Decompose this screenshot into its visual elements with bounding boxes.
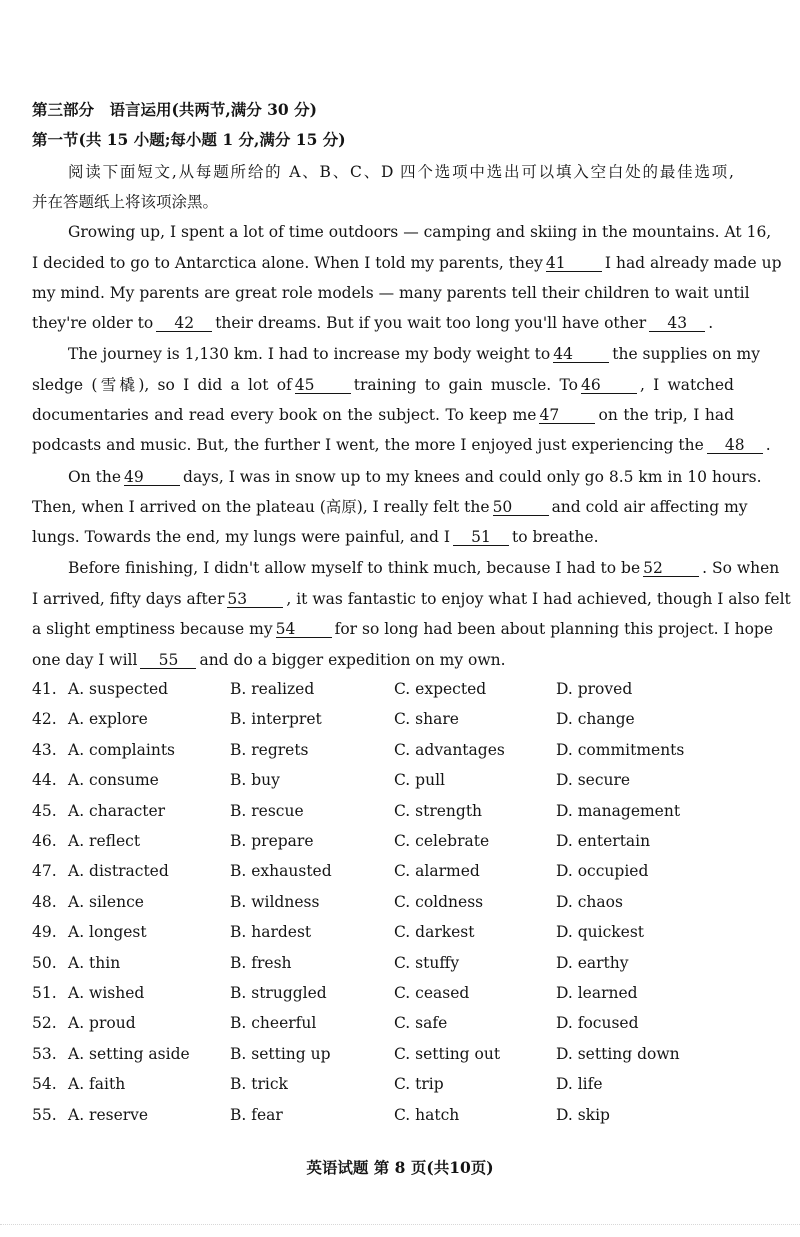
option-d[interactable]: D. proved: [556, 680, 633, 698]
option-c[interactable]: C. stuffy: [394, 953, 460, 972]
option-b[interactable]: B. exhausted: [230, 862, 332, 881]
question-number: 54.: [32, 1075, 57, 1094]
question-row: [32, 893, 752, 915]
passage-text: On the: [68, 468, 122, 486]
option-c[interactable]: C. hatch: [394, 1105, 460, 1124]
question-number: 50.: [32, 953, 57, 972]
passage-text: Then, when I arrived on the plateau (高原), I really felt the: [32, 498, 490, 516]
option-b[interactable]: B. cheerful: [230, 1014, 317, 1033]
question-row: [32, 1014, 752, 1036]
passage-text: a slight emptiness because my: [32, 620, 273, 638]
option-d[interactable]: D. focused: [556, 1014, 639, 1033]
option-d[interactable]: D. life: [556, 1075, 603, 1094]
blank-51: 51: [453, 529, 509, 546]
option-a[interactable]: A. wished: [68, 984, 145, 1002]
option-b[interactable]: B. rescue: [230, 801, 304, 820]
instructions-line-2: 并在答题纸上将该项涂黑。: [32, 193, 219, 211]
option-a[interactable]: A. longest: [68, 923, 147, 942]
passage-text: documentaries and read every book on the subject. To keep me: [32, 406, 537, 424]
option-b[interactable]: B. struggled: [230, 984, 327, 1002]
passage-text: training to gain muscle. To: [353, 376, 578, 394]
question-row: [32, 1045, 752, 1067]
option-b[interactable]: B. fear: [230, 1105, 283, 1124]
option-d[interactable]: D. skip: [556, 1105, 610, 1124]
blank-47: 47: [539, 407, 595, 424]
question-row: [32, 1106, 752, 1128]
option-d[interactable]: D. earthy: [556, 953, 629, 972]
instructions-line-1: 阅读下面短文,从每题所给的 A、B、C、D 四个选项中选出可以填入空白处的最佳选项,: [68, 163, 734, 181]
question-number: 45.: [32, 801, 57, 820]
option-a[interactable]: A. suspected: [68, 680, 169, 698]
option-c[interactable]: C. advantages: [394, 740, 505, 759]
page-footer: 英语试题 第 8 页(共10页): [306, 1158, 494, 1177]
question-number: 55.: [32, 1105, 57, 1124]
passage-line: [32, 650, 734, 670]
question-row: [32, 741, 752, 763]
option-d[interactable]: D. management: [556, 801, 681, 820]
option-b[interactable]: B. prepare: [230, 832, 314, 850]
question-row: [32, 862, 752, 884]
option-a[interactable]: A. faith: [68, 1075, 126, 1094]
passage-line: Growing up, I spent a lot of time outdoors — camping and skiing in the mountains. At 16,: [68, 223, 772, 241]
option-b[interactable]: B. fresh: [230, 953, 292, 972]
question-row: [32, 680, 752, 702]
passage-line: [32, 497, 748, 517]
blank-54: 54: [276, 621, 332, 638]
blank-43: 43: [649, 315, 705, 332]
option-c[interactable]: C. safe: [394, 1014, 448, 1033]
blank-52: 52: [643, 560, 699, 577]
question-row: [32, 832, 752, 854]
question-row: [32, 802, 752, 824]
blank-44: 44: [553, 346, 609, 363]
option-c[interactable]: C. alarmed: [394, 862, 480, 881]
passage-text: days, I was in snow up to my knees and could only go 8.5 km in 10 hours.: [183, 468, 762, 486]
question-number: 51.: [32, 984, 57, 1002]
question-number: 46.: [32, 832, 57, 850]
passage-text: the supplies on my: [612, 345, 761, 363]
option-d[interactable]: D. setting down: [556, 1044, 680, 1063]
passage-text: . So when: [702, 559, 780, 577]
passage-text: their dreams. But if you wait too long you'll have other: [215, 314, 647, 332]
option-c[interactable]: C. expected: [394, 680, 487, 698]
option-a[interactable]: A. reflect: [68, 832, 141, 850]
passage-line: [32, 405, 734, 425]
option-a[interactable]: A. silence: [68, 892, 144, 911]
blank-49: 49: [124, 469, 180, 486]
option-b[interactable]: B. realized: [230, 680, 315, 698]
question-number: 42.: [32, 710, 57, 729]
option-c[interactable]: C. ceased: [394, 984, 470, 1002]
passage-line: [68, 467, 762, 487]
option-c[interactable]: C. trip: [394, 1075, 444, 1094]
option-d[interactable]: D. secure: [556, 771, 631, 790]
passage-text: on the trip, I had: [598, 406, 734, 424]
option-b[interactable]: B. interpret: [230, 710, 322, 729]
question-number: 43.: [32, 740, 57, 759]
option-c[interactable]: C. strength: [394, 801, 483, 820]
blank-45: 45: [295, 377, 351, 394]
option-c[interactable]: C. coldness: [394, 892, 484, 911]
passage-text: I had already made up: [604, 254, 782, 272]
option-b[interactable]: B. trick: [230, 1075, 288, 1094]
passage-line: [32, 313, 734, 333]
passage-text: for so long had been about planning this project. I hope: [334, 620, 773, 638]
passage-text: sledge (雪橇), so I did a lot of: [32, 376, 292, 394]
option-d[interactable]: D. chaos: [556, 892, 623, 911]
option-a[interactable]: A. explore: [68, 710, 148, 729]
question-row: [32, 771, 752, 793]
option-b[interactable]: B. wildness: [230, 892, 320, 911]
passage-text: and cold air affecting my: [551, 498, 748, 516]
option-d[interactable]: D. change: [556, 710, 635, 729]
blank-41: 41: [546, 255, 602, 272]
question-row: [32, 954, 752, 976]
passage-line: [32, 375, 734, 395]
question-number: 48.: [32, 892, 57, 911]
option-d[interactable]: D. entertain: [556, 832, 651, 850]
passage-text: .: [765, 436, 771, 454]
option-d[interactable]: D. quickest: [556, 923, 645, 942]
passage-text: , it was fantastic to enjoy what I had achieved, though I also felt: [286, 590, 791, 608]
question-number: 47.: [32, 862, 57, 881]
option-a[interactable]: A. setting aside: [68, 1044, 190, 1063]
passage-line: [32, 619, 773, 639]
blank-42: 42: [156, 315, 212, 332]
question-row: [32, 984, 752, 1006]
question-number: 52.: [32, 1014, 57, 1033]
option-b[interactable]: B. regrets: [230, 740, 309, 759]
question-row: [32, 923, 752, 945]
option-d[interactable]: D. learned: [556, 984, 638, 1002]
option-a[interactable]: A. proud: [68, 1014, 136, 1033]
blank-53: 53: [227, 591, 283, 608]
option-c[interactable]: C. share: [394, 710, 459, 729]
passage-text: lungs. Towards the end, my lungs were painful, and I: [32, 528, 450, 546]
question-row: [32, 1075, 752, 1097]
option-a[interactable]: A. reserve: [68, 1105, 149, 1124]
option-a[interactable]: A. character: [68, 801, 166, 820]
option-c[interactable]: C. darkest: [394, 923, 475, 942]
passage-text: Before finishing, I didn't allow myself to think much, because I had to be: [68, 559, 641, 577]
option-b[interactable]: B. hardest: [230, 923, 312, 942]
passage-text: The journey is 1,130 km. I had to increase my body weight to: [68, 345, 551, 363]
passage-text: they're older to: [32, 314, 154, 332]
option-c[interactable]: C. pull: [394, 771, 445, 790]
passage-line: [32, 435, 771, 455]
blank-46: 46: [581, 377, 637, 394]
option-a[interactable]: A. thin: [68, 953, 121, 972]
option-a[interactable]: A. complaints: [68, 740, 176, 759]
scan-edge-divider: [0, 1224, 800, 1225]
passage-line: [32, 589, 791, 609]
passage-line: my mind. My parents are great role models — many parents tell their children to wait until: [32, 284, 750, 302]
question-number: 49.: [32, 923, 57, 942]
subsection-title: 第一节(共 15 小题;每小题 1 分,满分 15 分): [32, 130, 346, 149]
option-c[interactable]: C. celebrate: [394, 832, 490, 850]
option-a[interactable]: A. consume: [68, 771, 159, 790]
passage-text: I decided to go to Antarctica alone. When I told my parents, they: [32, 254, 543, 272]
blank-50: 50: [493, 499, 549, 516]
passage-text: , I watched: [639, 376, 734, 394]
blank-48: 48: [707, 437, 763, 454]
option-b[interactable]: B. setting up: [230, 1044, 331, 1063]
option-d[interactable]: D. occupied: [556, 862, 649, 881]
passage-text: to breathe.: [511, 528, 599, 546]
passage-line: [68, 558, 780, 578]
question-number: 53.: [32, 1044, 57, 1063]
option-c[interactable]: C. setting out: [394, 1044, 501, 1063]
question-row: [32, 710, 752, 732]
passage-text: .: [708, 314, 714, 332]
passage-text: I arrived, fifty days after: [32, 590, 225, 608]
option-a[interactable]: A. distracted: [68, 862, 169, 881]
option-b[interactable]: B. buy: [230, 771, 280, 790]
question-number: 44.: [32, 771, 57, 790]
section-title: 第三部分 语言运用(共两节,满分 30 分): [32, 100, 317, 119]
blank-55: 55: [140, 652, 196, 669]
passage-line: [32, 527, 734, 547]
passage-line: [68, 344, 761, 364]
question-number: 41.: [32, 680, 57, 698]
passage-text: and do a bigger expedition on my own.: [199, 651, 506, 669]
passage-text: one day I will: [32, 651, 138, 669]
passage-text: podcasts and music. But, the further I went, the more I enjoyed just experiencing the: [32, 436, 704, 454]
option-d[interactable]: D. commitments: [556, 740, 685, 759]
passage-line: [32, 253, 782, 273]
